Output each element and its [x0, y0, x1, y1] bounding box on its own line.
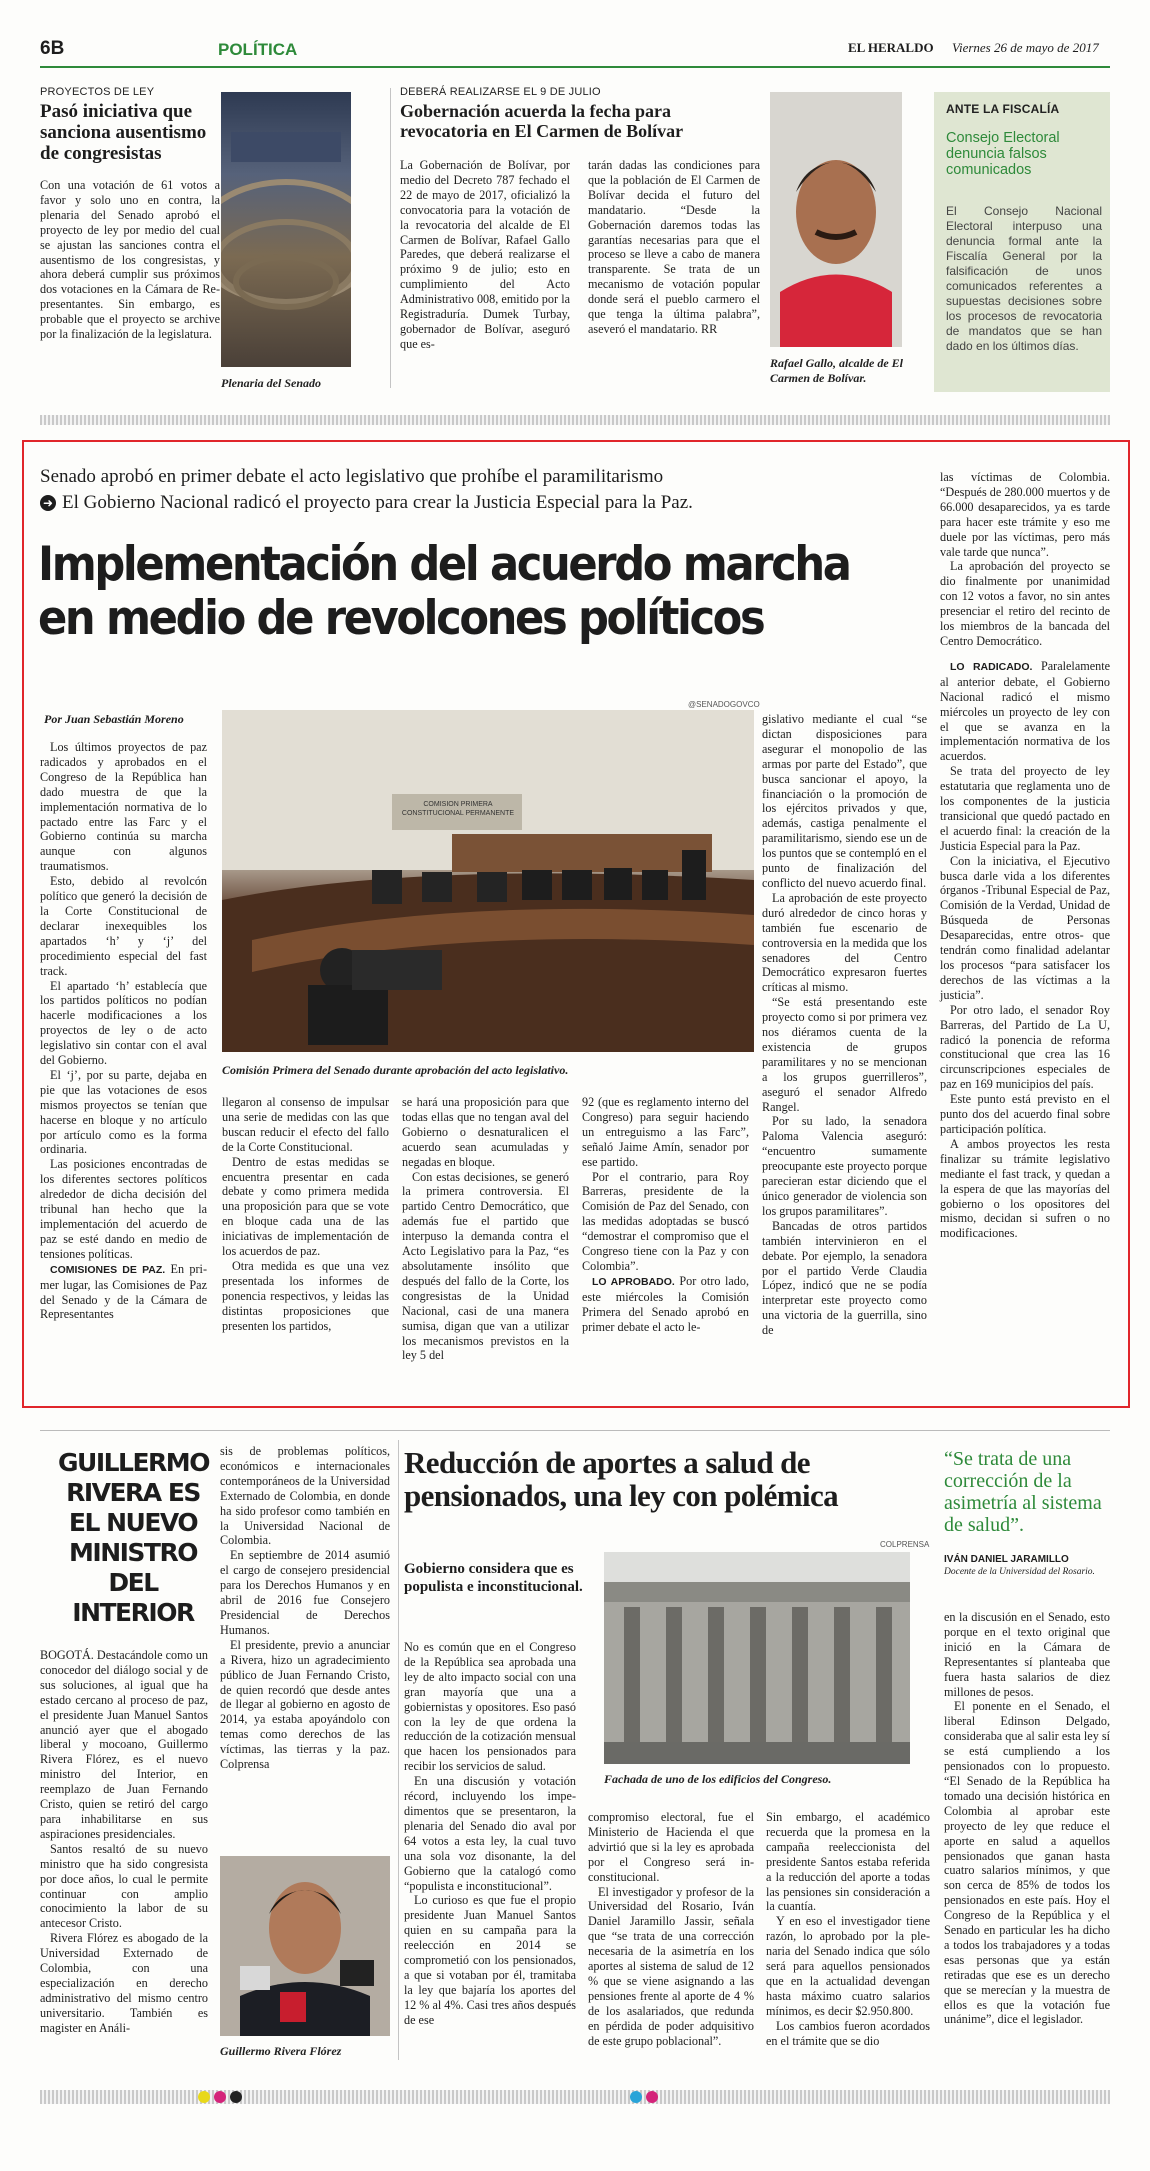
registration-mark — [646, 2091, 658, 2103]
paragraph: Bancadas de otros partidos también intervinieron en el debate. Por ejemplo, la senadora por el partido Verde Claudia López, indicó que ne se podía interpretar este proyecto como una victoria de la guerrilla, sino de — [762, 1218, 927, 1338]
rafael-gallo-photo — [770, 92, 902, 347]
main-col-3 — [402, 1095, 569, 1363]
subhead: LO APROBADO. — [592, 1275, 675, 1288]
photo-caption: Guillermo Rivera Flórez — [220, 2044, 342, 2058]
paragraph — [40, 1262, 207, 1323]
subhead: COMISIONES DE PAZ. — [50, 1263, 166, 1276]
paragraph: llegaron al consenso de impulsar una serie de medidas con las que buscan reducir el efecto del fallo de la Corte Constitucional. — [222, 1095, 389, 1154]
paragraph: sis de problemas políticos, económicos e internacionales contemporáneos de la Universidad Externado de Colombia, en donde ha sido profesor como también en la Universidad Nacional de Colombia. — [220, 1444, 390, 1548]
main-col-1 — [40, 740, 207, 1322]
paragraph: Este punto está previsto en el punto dos del acuerdo final sobre participación política. — [940, 1092, 1110, 1136]
paragraph: se hará una proposición para que todas ellas que no tengan aval del Gobierno o desnaturalicen el acuerdo sean acumuladas y negadas en bloque. — [402, 1095, 569, 1169]
paragraph-text: Por otro lado, este miércoles la Comisión Primera del Senado aprobó en primer debate el acto le- — [582, 1273, 750, 1334]
paragraph: Por el contrario, para Roy Barreras, presidente de la Comisión de Paz del Senado, con las medidas adoptadas se buscó “demostrar el compromiso que el Congreso tiene con la Paz y con Colombia”. — [582, 1169, 749, 1273]
story-kicker: DEBERÁ REALIZARSE EL 9 DE JULIO — [400, 86, 601, 98]
main-deck-1: Senado aprobó en primer debate el acto legislativo que prohíbe el paramilitarismo — [40, 466, 664, 487]
congress-building-photo — [604, 1552, 910, 1764]
paragraph: La aprobación del proyecto se dio finalmente por unanimidad con 12 votos a favor, no sin antes presenciar el retiro del recinto de los miembros de la bancada del Centro Democrático. — [940, 559, 1110, 648]
registration-mark — [630, 2091, 642, 2103]
health-col-1 — [404, 1640, 576, 2028]
paragraph: El presidente, previo a anunciar a Rivera, hizo un agradecimiento público de Juan Fernando Cristo, de quien recordó que desde antes de llegar al gobierno en agosto de 2014, ya estaba apoyándolo con temas como derechos de las víctimas, las tierras y la paz. Colprensa — [220, 1637, 390, 1772]
health-col-2 — [588, 1810, 754, 2049]
photo-caption: Comisión Primera del Senado durante aprobación del acto legislativo. — [222, 1063, 569, 1077]
paragraph: “Se está presentando este proyecto como si por primera vez nos diéramos cuenta de la existencia de grupos paramilitares y no se mencionan a los grupos guerrilleros”, aseguró el senador Alfredo Rangel. — [762, 995, 927, 1114]
story-body-col2: tarán dadas las condiciones para que la población de El Carmen de Bolívar decida el futuro del mandatario. “Desde la Gobernación daremos todas las garantías necesarias para que el proceso se lleve a cabo de manera transparente. Se trata de un mecanismo de votación popular donde será el pueblo carmero el que tenga la última palabra”, aseveró el mandatario. RR — [588, 158, 760, 336]
photo-credit: @SENADOGOVCO — [688, 700, 760, 709]
paragraph: Sin embargo, el académico recuerda que la promesa en la campaña reeleccionista del presidente Santos estaba referida a la reducción del aporte a todas las pensiones sin consideración a la cuantía. — [766, 1810, 930, 1914]
story-title: Pasó iniciativa que sanciona ausentismo de congresistas — [40, 101, 207, 164]
sidebar-title: Consejo Electoral denuncia falsos comunicados — [946, 130, 1060, 178]
main-col-4 — [582, 1095, 749, 1335]
registration-mark — [230, 2091, 242, 2103]
paragraph: A ambos proyectos les resta finalizar su trámite legislativo mediante el fast track, y quedan a la espera de que las mayorías del gobierno o los opositores del mismo, decidan si sufren o no modificaciones. — [940, 1136, 1110, 1241]
paragraph — [940, 659, 1110, 764]
health-col-3 — [766, 1810, 930, 2049]
paragraph-text: En primer lugar, las Comisiones de Paz del Senado y de la Cámara de Representantes — [40, 1261, 208, 1322]
paragraph: BOGOTÁ. Destacándole como un conocedor del diálogo social y de sus soluciones, al igual que ha estado cercano al proceso de paz, el presidente Juan Manuel Santos anunció ayer que el abogado liberal y mocoano, Guillermo Rivera Flórez, es el nuevo ministro del Interior, en reemplazo de Juan Fernando Cristo, quien se retiró del cargo para inhabilitarse en sus aspiraciones presidenciales. — [40, 1648, 208, 1841]
paragraph: las víctimas de Colombia. “Después de 280.000 muertos y de 66.000 desaparecidos, ya es tarde para hacer este trámite y eso me duele por las víctimas, pero más vale tarde que nunca”. — [940, 470, 1110, 559]
sidebar-body: El Consejo Nacional Electoral interpuso una denuncia formal ante la Fiscalía General por la falsificación de unos comunicados referentes a supuestas decisiones sobre los procesos de revocatoria de mandatos que se han dado en los últimos días. — [946, 204, 1102, 353]
subhead: LO RADICADO. — [950, 660, 1033, 673]
quote-author: IVÁN DANIEL JARAMILLO — [944, 1554, 1069, 1565]
section-rule — [40, 1430, 1110, 1431]
paragraph: Con estas decisiones, se generó la primera controversia. El partido Centro Democrático, que además fue el partido que interpuso la demanda contra el Acto Legislativo para la Paz, “es absolutamente insólito que después del fallo de la Corte, los congresistas de la Unidad Nacional, casi de una manera sumisa, digan que van a utilizar los mecanismos previstos en la ley 5 del — [402, 1169, 569, 1363]
main-col-2 — [222, 1095, 389, 1334]
story-title: Gobernación acuerda la fecha para revocatoria en El Carmen de Bolívar — [400, 101, 684, 141]
story-revocatoria — [400, 86, 760, 351]
paragraph-text: Paralelamente al anterior debate, el Gobierno Nacional radicó el mismo miércoles un proyecto de ley con el que se avanza en la implementación normativa de los acuerdos. — [940, 658, 1111, 764]
story-body: Con una votación de 61 votos a favor y solo uno en contra, la plenaria del Senado aprobó el proyecto de ley por medio del cual se ajustan las sanciones contra el ausentismo de los congresistas, y ahora deberá cumplir sus próximos dos votaciones en la Cámara de Representantes. Sin embargo, es probable que el proyecto se archive por la finalización de la legislatura. — [40, 178, 220, 342]
main-deck-2: El Gobierno Nacional radicó el proyecto para crear la Justicia Especial para la Paz. — [62, 492, 693, 513]
paragraph: en la discusión en el Senado, esto porque en el texto original que inició en la Cámara de Representantes sí planteaba que fuera hasta salarios de diez millones de pesos. — [944, 1610, 1110, 1699]
paragraph: Lo curioso es que fue el propio presidente Juan Manuel Santos quien en su campaña para la reelección en 2014 se comprometió con los pensionados, a que si votaban por él, tramitaba la ley que bajaría los aportes del 12 % al 4%. Casi tres años después de ese — [404, 1893, 576, 2027]
paragraph: El ‘j’, por su parte, dejaba en pie que las votaciones de esos mismos proyectos se tenían que hacerse en bloque y no artículo por artículo como es la forma ordinaria. — [40, 1067, 207, 1157]
paragraph: Santos resaltó de su nuevo ministro que ha sido congresista por doce años, lo cual le permite continuar con amplio conocimiento la labor de su antecesor Cristo. — [40, 1841, 208, 1931]
guillermo-rivera-photo — [220, 1856, 390, 2036]
health-subhead: Gobierno considera que es populista e inconstitucional. — [404, 1561, 583, 1595]
issue-date: Viernes 26 de mayo de 2017 — [952, 40, 1099, 55]
newspaper-name: EL HERALDO — [848, 40, 934, 55]
page-number: 6B — [40, 38, 65, 59]
health-col-4 — [944, 1610, 1110, 2027]
minister-col-2 — [220, 1444, 390, 1772]
main-col-5 — [762, 712, 927, 1338]
minister-col-1 — [40, 1648, 208, 2036]
header-rule — [40, 66, 1110, 68]
paragraph: Rivera Flórez es abogado de la Universidad Externado de Colombia, con una especialización en derecho administrativo del mismo centro universitario. También es magister en Análi- — [40, 1931, 208, 2035]
byline: Por Juan Sebastián Moreno — [44, 712, 184, 726]
story-kicker: PROYECTOS DE LEY — [40, 86, 155, 98]
paragraph: Por otro lado, el senador Roy Barreras, del Partido de La U, radicó la ponencia de reforma constitucional que crea las 16 circunscripciones especiales de paz en 169 municipios del país. — [940, 1002, 1110, 1092]
paragraph: El investigador y profesor de la Universidad del Rosario, Iván Daniel Jaramillo Jassir, señala que “se trata de una corrección necesaria de la asimetría en los aportes al sistema de salud de 12 % que se viene asignando a las pensiones frente al aporte de 4 % de los asalariados, que redunda en pérdida de poder adquisitivo de este grupo poblacional”. — [588, 1884, 754, 2048]
photo-credit: COLPRENSA — [880, 1540, 930, 1549]
pull-quote: “Se trata de una corrección de la asimetría al sistema de salud”. — [944, 1448, 1102, 1536]
paragraph: Los últimos proyectos de paz radicados y aprobados en el Congreso de la República han dado muestra de que la implementación normativa de lo pactado entre las Farc y el Gobierno continúa su marcha aunque con algunos traumatismos. — [40, 740, 207, 874]
story-ausentismo — [40, 86, 220, 342]
paragraph: Dentro de estas medidas se encuentra presentar en cada debate y como primera medida una proposición para que se vote en bloque cada una de las iniciativas de implementación de los acuerdos de paz. — [222, 1154, 389, 1259]
paragraph — [582, 1274, 749, 1335]
main-headline-2: en medio de revolcones políticos — [38, 591, 764, 646]
paragraph: En una discusión y votación récord, incluyendo los impedimentos que se presentaron, la plenaria del Senado dio aval por 64 votos a esta ley, la cual tuvo una sola voz disonante, la del Gobierno que la catalogó como “populista e inconstitucional”. — [404, 1774, 576, 1893]
main-col-6 — [940, 470, 1110, 1241]
paragraph: Los cambios fueron acordados en el trámite que se dio — [766, 2018, 930, 2048]
health-headline: Reducción de aportes a salud de pensionados, una ley con polémica — [404, 1445, 839, 1513]
paragraph: Y en eso el investigador tiene razón, lo aprobado por la plenaria del Senado indica que sólo será para aquellos pensionados que en la actualidad devengan hasta máximo cuatro salarios mínimos, es decir $2.950.800. — [766, 1914, 930, 2018]
paragraph: Por su lado, la senadora Paloma Valencia aseguró: “encuentro sumamente preocupante este proyecto porque parecieran estar diciendo que el único generador de violencia son los grupos paramilitares”. — [762, 1114, 927, 1218]
paragraph: 92 (que es reglamento interno del Congreso) para seguir haciendo un entreguismo a las Farc”, señaló Jaime Amín, senador por ese partido. — [582, 1095, 749, 1169]
quote-author-role: Docente de la Universidad del Rosario. — [944, 1567, 1095, 1577]
story-body-col1: La Gobernación de Bolívar, por medio del Decreto 787 fechado el 22 de mayo de 2017, oficializó la convocatoria para la votación de la revocatoria del alcalde de El Carmen de Bolívar, Rafael Gallo Paredes, que deberá realizarse el próximo 9 de julio; esto en cumplimiento del Acto Administrativo 008, emitido por la Registraduría. Dumek Turbay, gobernador de Bolívar, aseguró que es- — [400, 158, 570, 351]
paragraph: gislativo mediante el cual “se dictan disposiciones para asegurar el monopolio de las armas por parte del Estado”, que busca sancionar el apoyo, la financiación o la promoción de los ejércitos privados y que, además, castiga penalmente el paramilitarismo, siendo ese un de los puntos que se contempló en el punto de finalización del conflicto del nuevo acuerdo final. — [762, 712, 927, 890]
paragraph: Esto, debido al revolcón político que generó la decisión de la Corte Constitucional de declarar inexequibles los apartados ‘h’ y ‘j’ del procedimiento especial del fast track. — [40, 874, 207, 978]
paragraph: Se trata del proyecto de ley estatutaria que reglamenta uno de los componentes de la justicia transicional que quedó pactado en el acuerdo final: la creación de la Justicia Especial para la Paz. — [940, 764, 1110, 853]
registration-mark — [214, 2091, 226, 2103]
paragraph: El ponente en el Senado, el liberal Edinson Delgado, consideraba que al salir esta ley sí se está cumpliendo a los pensionados con lo propuesto. “El Senado de la República ha tomado una decisión histórica en Colombia al aprobar este proyecto de ley que reduce el aporte en salud a aquellos pensionados que ganan hasta cuatro salarios mínimos, y que son cerca de 85% de todos los pensionados en este país. Hoy el Congreso de la República y el Senado en particular les ha dicho a todos los trabajadores y a todas esas personas que ya están retiradas que ese es un derecho que se merecían y la muestra de ellos es que la votación fue unánime”, dice el legislador. — [944, 1699, 1110, 2027]
paragraph: No es común que en el Congreso de la República sea aprobada una ley de alto impacto social con una gran mayoría que una a gobiernistas y opositores. Eso pasó con la ley de que ordena la reducción de la cotización mensual que hacen los pensionados para recibir los servicios de salud. — [404, 1640, 576, 1774]
senate-plenary-photo — [221, 92, 351, 367]
sidebar-kicker: ANTE LA FISCALÍA — [946, 102, 1060, 116]
paragraph: compromiso electoral, fue el Ministerio de Hacienda el que advirtió que si la ley es aprobada por el Congreso será inconstitucional. — [588, 1810, 754, 1884]
photo-sign-text: COMISION PRIMERA CONSTITUCIONAL PERMANENTE — [401, 801, 515, 817]
separator — [40, 415, 1110, 425]
page-header — [40, 32, 1110, 66]
section-label: POLÍTICA — [218, 40, 298, 59]
paragraph: La aprobación de este proyecto duró alrededor de cinco horas y también fue escenario de controversia en la medida que los senadores del Centro Democrático expresaron fuertes críticas al mismo. — [762, 890, 927, 995]
photo-caption: Fachada de uno de los edificios del Congreso. — [604, 1772, 832, 1786]
arrow-icon: ➜ — [40, 495, 56, 511]
photo-caption: Rafael Gallo, alcalde de El Carmen de Bolívar. — [770, 356, 903, 385]
minister-title: GUILLERMO RIVERA ES EL NUEVO MINISTRO DEL INTERIOR — [58, 1448, 209, 1627]
main-headline-1: Implementación del acuerdo marcha — [38, 537, 850, 592]
paragraph: Otra medida es que una vez presentada los informes de ponencia respectivos, y leidas las distintas proposiciones que presenten los partidos, — [222, 1258, 389, 1333]
sidebar-fiscalia — [934, 92, 1110, 392]
photo-caption: Plenaria del Senado — [221, 376, 322, 390]
paragraph: En septiembre de 2014 asumió el cargo de consejero presidencial para los Derechos Humanos y en abril de 2016 fue Consejero Presidencial de Derechos Humanos. — [220, 1548, 390, 1637]
column-divider — [390, 88, 391, 388]
paragraph: El apartado ‘h’ establecía que los partidos políticos no podían hacerle modificaciones a los proyectos de ley o de acto legislativo sin contar con el aval del Gobierno. — [40, 978, 207, 1068]
column-divider — [398, 1440, 399, 2060]
commission-photo — [222, 710, 754, 1052]
paragraph: Las posiciones encontradas de los diferentes sectores políticos alrededor de dicha decisión del tribunal han hecho que la implementación del acuerdo de paz se esté dando en medio de tensiones políticas. — [40, 1157, 207, 1261]
registration-mark — [198, 2091, 210, 2103]
paragraph: Con la iniciativa, el Ejecutivo busca darle vida a los diferentes órganos -Tribunal Especial de Paz, Comisión de la Verdad, Unidad de Búsqueda de Personas Desaparecidas, entre otros- que tendrán como finalidad adelantar los procesos “para satisfacer los derechos de las víctimas a la justicia”. — [940, 853, 1110, 1002]
